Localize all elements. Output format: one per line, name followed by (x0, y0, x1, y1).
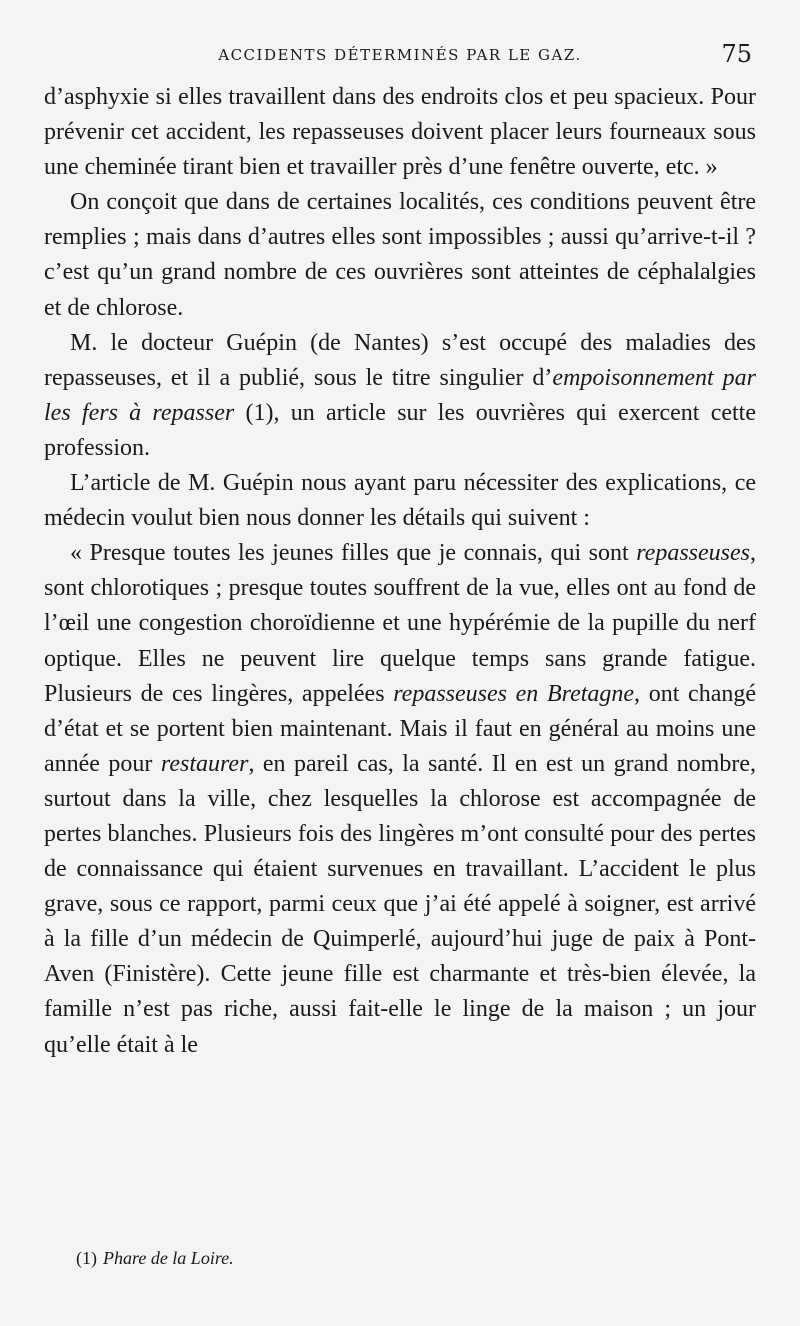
footnote-marker: (1) (76, 1248, 97, 1268)
italic-text: repasseuses (636, 540, 750, 567)
text-run: On conçoit que dans de certaines localités, ces conditions peuvent être remplies ; mais dans d’autres elles sont impossibles ; aussi qu’arrive-t-il ? c’est qu’un grand nombre de ces ouvrières sont atteintes de céphalalgies et de chlorose. (44, 189, 756, 321)
italic-text: restaurer (160, 750, 249, 777)
running-title: ACCIDENTS DÉTERMINÉS PAR LE GAZ. (218, 46, 582, 64)
paragraph (44, 536, 756, 1062)
paragraph (44, 185, 756, 325)
footnote-text: Phare de la Loire. (103, 1248, 234, 1268)
body-text (44, 80, 756, 1063)
text-run: , en pareil cas, la santé. Il en est un grand nombre, surtout dans la ville, chez lesquelles la chlorose est accompagnée de pertes blanches. Plusieurs fois des lingères m’ont consulté pour des pertes de connaissance qui étaient survenues en travaillant. L’accident le plus grave, sous ce rapport, parmi ceux que j’ai été appelé à soigner, est arrivé à la fille d’un médecin de Quimperlé, aujourd’hui juge de paix à Pont-Aven (Finistère). Cette jeune fille est charmante et très-bien élevée, la famille n’est pas riche, aussi fait-elle le linge de la maison ; un jour qu’elle était à le (44, 750, 756, 1058)
paragraph (44, 326, 756, 466)
text-run: , ont changé d’état et se portent bien maintenant. Mais il faut en général au moins une année pour (44, 680, 756, 777)
footnote (76, 1248, 234, 1269)
text-run: , sont chlorotiques ; presque toutes souffrent de la vue, elles ont au fond de l’œil une congestion choroïdienne et une hypérémie de la pupille du nerf optique. Elles ne peuvent lire quelque temps sans grande fatigue. Plusieurs de ces lingères, appelées (44, 540, 756, 707)
italic-text: empoisonnement par les fers à repasser (44, 364, 757, 426)
paragraph (44, 80, 756, 185)
text-run: (1), un article sur les ouvrières qui exercent cette profession. (44, 399, 756, 461)
text-run: L’article de M. Guépin nous ayant paru nécessiter des explications, ce médecin voulut bien nous donner les détails qui suivent : (44, 470, 756, 532)
text-run: M. le docteur Guépin (de Nantes) s’est occupé des maladies des repasseuses, et il a publié, sous le titre singulier d’ (44, 329, 756, 391)
page-header (44, 40, 756, 70)
text-run: « Presque toutes les jeunes filles que je connais, qui sont (70, 540, 637, 567)
paragraph (44, 466, 756, 536)
text-run: d’asphyxie si elles travaillent dans des endroits clos et peu spacieux. Pour prévenir cet accident, les repasseuses doivent placer leurs fourneaux sous une cheminée tirant bien et travailler près d’une fenêtre ouverte, etc. » (44, 84, 756, 181)
italic-text: repasseuses en Bretagne (393, 680, 635, 707)
page-number: 75 (721, 40, 752, 68)
